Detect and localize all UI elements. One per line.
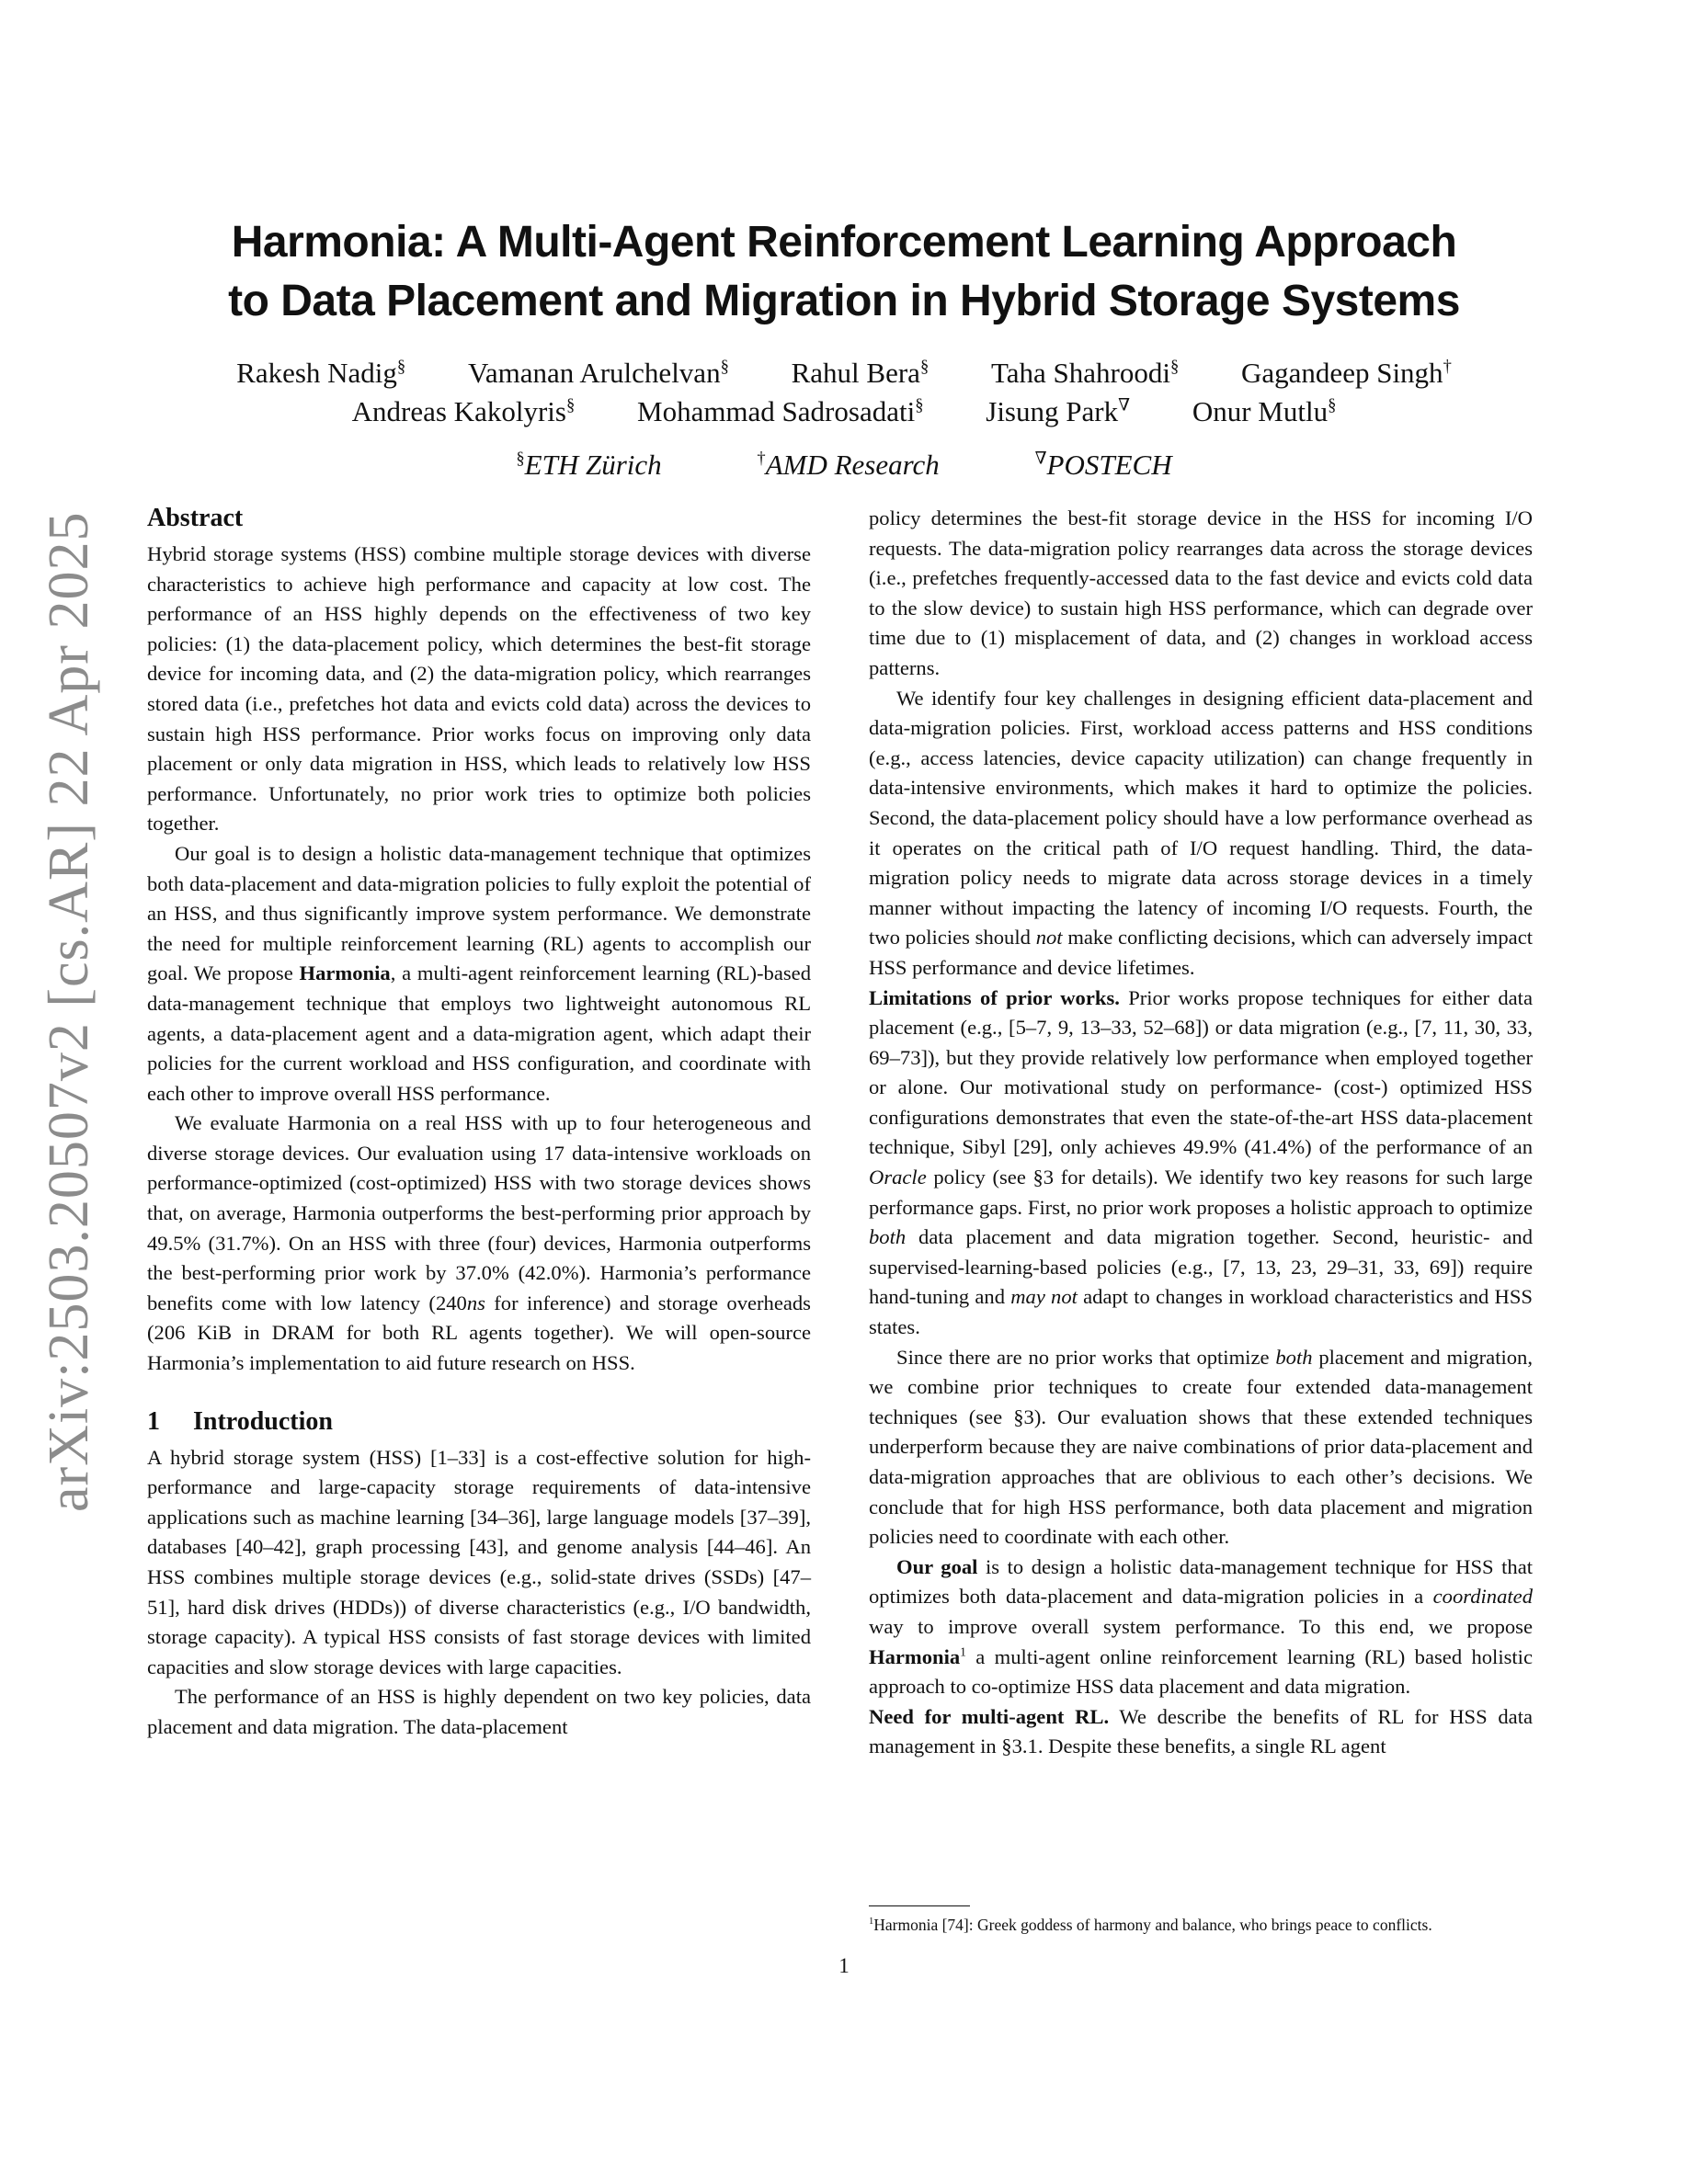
author: Taha Shahroodi§ <box>991 357 1180 389</box>
arxiv-identifier-stamp: arXiv:2503.20507v2 [cs.AR] 22 Apr 2025 <box>38 511 100 1512</box>
paper-title <box>0 213 1688 331</box>
limitations-paragraph: Limitations of prior works. Prior works propose techniques for either data placement (e.g., [5–7, 9, 13–33, 52–68]) or data migration (e.g., [7, 11, 30, 33, 69–73]), but they provide relatively low performance when employed together or alone. Our motivational study on performance- (cost-) optimized HSS configurations demonstrates that even the state-of-the-art HSS data-placement technique, Sibyl [29], only achieves 49.9% (41.4%) of the performance of an Oracle policy (see §3 for details). We identify two key reasons for such large performance gaps. First, no prior work proposes a holistic approach to optimize both data placement and data migration together. Second, heuristic- and supervised-learning-based policies (e.g., [7, 13, 23, 29–31, 33, 69]) require hand-tuning and may not adapt to changes in workload characteristics and HSS states. <box>869 985 1533 1339</box>
abstract-paragraph-2: Our goal is to design a holistic data-management technique that optimizes both data-placement and data-migration policies to fully exploit the potential of an HSS, and thus significantly improve system performance. We demonstrate the need for multiple reinforcement learning (RL) agents to accomplish our goal. We propose Harmonia, a multi-agent reinforcement learning (RL)-based data-management technique that employs two lightweight autonomous RL agents, a data-placement agent and a data-migration agent, which adapt their policies for the current workload and HSS configuration, and coordinate with each other to improve overall HSS performance. <box>147 841 811 1105</box>
author: Vamanan Arulchelvan§ <box>467 357 729 389</box>
affiliation: †AMD Research <box>757 449 940 481</box>
footnote-divider <box>869 1905 970 1906</box>
author: Mohammad Sadrosadati§ <box>637 395 924 427</box>
author: Rakesh Nadig§ <box>236 357 406 389</box>
abstract-paragraph-1: Hybrid storage systems (HSS) combine multiple storage devices with diverse characteristics to achieve high performance and capacity at low cost. The performance of an HSS highly depends on the effectiveness of two key policies: (1) the data-placement policy, which determines the best-fit storage device for incoming data, and (2) the data-migration policy, which rearranges stored data (i.e., prefetches hot data and evicts cold data) across the devices to sustain high HSS performance. Prior works focus on improving only data placement or only data migration in HSS, which leads to relatively low HSS performance. Unfortunately, no prior work tries to optimize both policies together. <box>147 542 811 836</box>
footnote: $^1$Harmonia [74]: Greek goddess of harmony and balance, who brings peace to conflicts. <box>869 1916 1432 1934</box>
extended-techniques-paragraph: Since there are no prior works that optimize both placement and migration, we combine prior techniques to create four extended data-management techniques (see §3). Our evaluation shows that these extended techniques underperform because they are naive combinations of prior data-placement and data-migration approaches that are oblivious to each other’s decisions. We conclude that for high HSS performance, both data placement and migration policies need to coordinate with each other. <box>869 1345 1533 1549</box>
goal-label: Our goal <box>896 1554 978 1578</box>
author: Gagandeep Singh† <box>1241 357 1452 389</box>
affiliation: §ETH Zürich <box>516 449 662 481</box>
challenges-paragraph: We identify four key challenges in designing efficient data-placement and data-migration policies. First, workload access patterns and HSS conditions (e.g., access latencies, device capacity utilization) can change frequently in data-intensive environments, which makes it hard to optimize the policies. Second, the data-placement policy should have a low performance overhead as it operates on the critical path of I/O request handling. Third, the data-migration policy needs to migrate data across storage devices in a timely manner without impacting the latency of incoming I/O requests. Fourth, the two policies should not make conflicting decisions, which can adversely impact HSS performance and device lifetimes. <box>869 686 1533 979</box>
affiliation: ∇POSTECH <box>1034 449 1172 481</box>
footnote-reference[interactable]: 1 <box>960 1644 966 1659</box>
author-row-2 <box>0 392 1688 431</box>
author: Onur Mutlu§ <box>1192 395 1337 427</box>
intro-paragraph-1: A hybrid storage system (HSS) [1–33] is a cost-effective solution for high-performance and large-capacity storage requirements of data-intensive applications such as machine learning [34–36], large language models [37–39], databases [40–42], graph processing [43], and genome analysis [44–46]. An HSS combines multiple storage devices (e.g., solid-state drives (SSDs) [47–51], hard disk drives (HDDs)) of diverse characteristics (e.g., I/O bandwidth, storage capacity). A typical HSS consists of fast storage devices with limited capacities and slow storage devices with large capacities. <box>147 1445 811 1678</box>
author-list <box>0 354 1688 431</box>
abstract-paragraph-3: We evaluate Harmonia on a real HSS with up to four heterogeneous and diverse storage devices. Our evaluation using 17 data-intensive workloads on performance-optimized (cost-optimized) HSS with two storage devices shows that, on average, Harmonia outperforms the best-performing prior approach by 49.5% (31.7%). On an HSS with three (four) devices, Harmonia outperforms the best-performing prior work by 37.0% (42.0%). Harmonia’s performance benefits come with low latency (240ns for inference) and storage overheads (206 KiB in DRAM for both RL agents together). We will open-source Harmonia’s implementation to aid future research on HSS. <box>147 1111 811 1375</box>
introduction-heading: 1 Introduction <box>147 1406 333 1436</box>
author: Rahul Bera§ <box>791 357 930 389</box>
affiliations <box>0 449 1688 482</box>
title-line-1: Harmonia: A Multi-Agent Reinforcement Learning Approach <box>231 218 1457 267</box>
goal-paragraph: Our goal is to design a holistic data-management technique for HSS that optimizes both data-placement and data-migration policies in a coordinated way to improve overall system performance. To this end, we propose Harmonia$^1$ a multi-agent online reinforcement learning (RL) based holistic approach to co-optimize HSS data placement and data migration. <box>869 1554 1533 1699</box>
page-number: 1 <box>838 1954 850 1977</box>
author: Andreas Kakolyris§ <box>351 395 576 427</box>
harmonia-emphasis: Harmonia <box>299 961 391 985</box>
left-column <box>147 501 811 1743</box>
intro-paragraph-2: The performance of an HSS is highly dependent on two key policies, data placement and data migration. The data-placement <box>147 1685 811 1738</box>
limitations-label: Limitations of prior works. <box>869 985 1120 1009</box>
author: Jisung Park∇ <box>986 395 1131 427</box>
need-label: Need for multi-agent RL. <box>869 1704 1110 1728</box>
title-line-2: to Data Placement and Migration in Hybrid Storage Systems <box>228 277 1460 325</box>
right-column <box>869 504 1533 1762</box>
intro-paragraph-2-continued: policy determines the best-fit storage device in the HSS for incoming I/O requests. The data-migration policy rearranges data across the storage devices (i.e., prefetches frequently-accessed data to the fast device and evicts cold data to the slow device) to sustain high HSS performance, which can degrade over time due to (1) misplacement of data, and (2) changes in workload access patterns. <box>869 506 1533 679</box>
author-row-1 <box>0 354 1688 392</box>
abstract-heading: Abstract <box>147 504 244 532</box>
multi-agent-paragraph: Need for multi-agent RL. We describe the benefits of RL for HSS data management in §3.1. Despite these benefits, a single RL agent <box>869 1704 1533 1758</box>
